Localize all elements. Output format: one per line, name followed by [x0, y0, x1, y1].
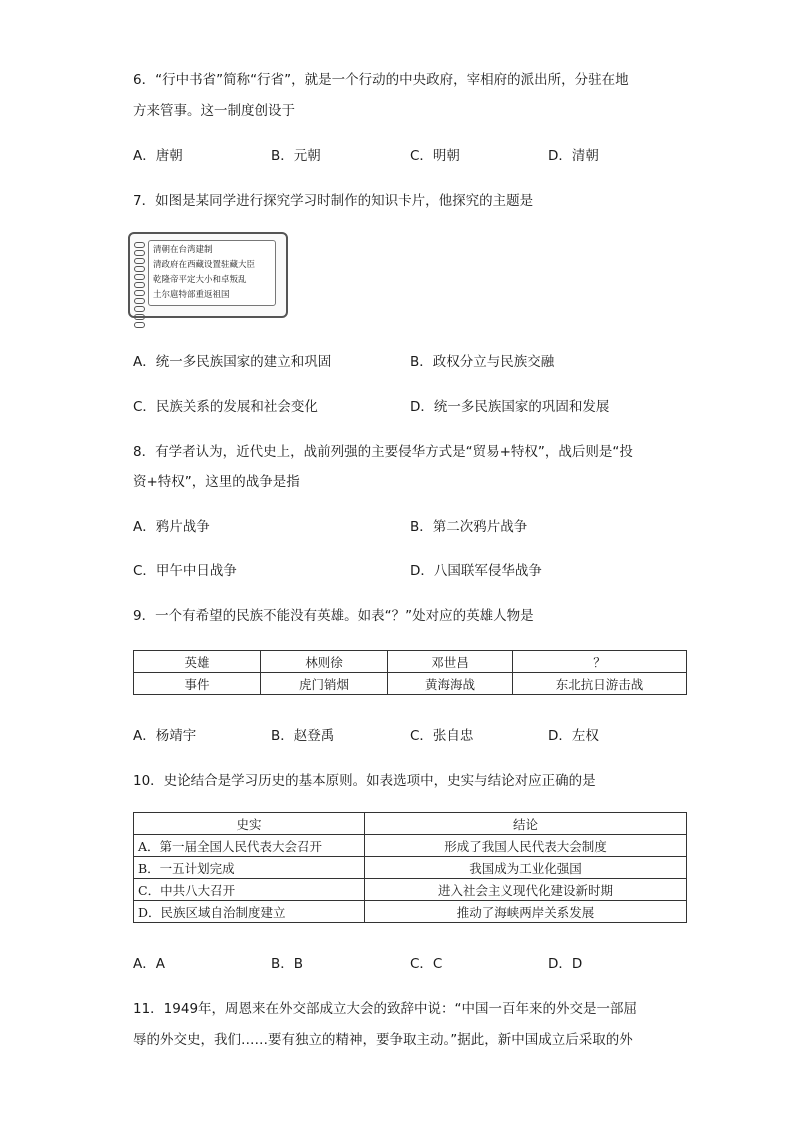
table-cell: 黄海海战	[388, 673, 513, 695]
q11-stem-line2: 辱的外交史，我们……要有独立的精神，要争取主动。”据此，新中国成立后采取的外	[133, 1032, 633, 1048]
table-cell: 形成了我国人民代表大会制度	[365, 835, 687, 857]
q7-option-d[interactable]: D．统一多民族国家的巩固和发展	[410, 399, 610, 415]
table-header-cell: 结论	[365, 813, 687, 835]
table-cell: D．民族区域自治制度建立	[134, 901, 365, 923]
q10-option-b[interactable]: B．B	[271, 956, 304, 972]
card-line: 清政府在西藏设置驻藏大臣	[153, 260, 256, 270]
q10-option-c[interactable]: C．C	[410, 956, 443, 972]
table-cell: 虎门销烟	[261, 673, 388, 695]
q9-stem: 9．一个有希望的民族不能没有英雄。如表“？”处对应的英雄人物是	[133, 608, 534, 624]
q7-option-a[interactable]: A．统一多民族国家的建立和巩固	[133, 354, 332, 370]
q6-stem-line1: 6．“行中书省”简称“行省”，就是一个行动的中央政府，宰相府的派出所，分驻在地	[133, 72, 629, 88]
q8-option-d[interactable]: D．八国联军侵华战争	[410, 563, 542, 579]
q11-stem-line1: 11．1949年，周恩来在外交部成立大会的致辞中说：“中国一百年来的外交是一部屈	[133, 1001, 638, 1017]
table-cell: 东北抗日游击战	[513, 673, 687, 695]
table-cell: C．中共八大召开	[134, 879, 365, 901]
q8-option-c[interactable]: C．甲午中日战争	[133, 563, 237, 579]
table-row	[134, 835, 687, 857]
q10-history-table	[133, 812, 687, 923]
table-row	[134, 651, 687, 673]
card-line: 清朝在台湾建制	[153, 245, 213, 255]
q6-option-c[interactable]: C．明朝	[410, 148, 460, 164]
q10-stem: 10．史论结合是学习历史的基本原则。如表选项中，史实与结论对应正确的是	[133, 773, 596, 789]
table-cell: 英雄	[134, 651, 261, 673]
q9-option-d[interactable]: D．左权	[548, 728, 599, 744]
card-line: 土尔扈特部重返祖国	[153, 290, 230, 300]
q10-option-a[interactable]: A．A	[133, 956, 165, 972]
q8-option-a[interactable]: A．鸦片战争	[133, 519, 210, 535]
table-row	[134, 813, 687, 835]
table-cell: 事件	[134, 673, 261, 695]
q6-option-d[interactable]: D．清朝	[548, 148, 599, 164]
q9-option-c[interactable]: C．张自忠	[410, 728, 474, 744]
table-row	[134, 857, 687, 879]
table-cell: 我国成为工业化强国	[365, 857, 687, 879]
table-cell: 进入社会主义现代化建设新时期	[365, 879, 687, 901]
q8-stem-line2: 资+特权”，这里的战争是指	[133, 474, 300, 490]
q6-stem-line2: 方来管事。这一制度创设于	[133, 103, 295, 119]
table-row	[134, 901, 687, 923]
notebook-spiral-icon	[134, 242, 146, 330]
q8-stem-line1: 8．有学者认为，近代史上，战前列强的主要侵华方式是“贸易+特权”，战后则是“投	[133, 444, 633, 460]
table-row	[134, 673, 687, 695]
card-content	[148, 240, 276, 306]
q7-option-c[interactable]: C．民族关系的发展和社会变化	[133, 399, 318, 415]
q7-option-b[interactable]: B．政权分立与民族交融	[410, 354, 555, 370]
q9-hero-table	[133, 650, 687, 695]
table-cell: ？	[513, 651, 687, 673]
q10-option-d[interactable]: D．D	[548, 956, 583, 972]
table-row	[134, 879, 687, 901]
q9-option-a[interactable]: A．杨靖宇	[133, 728, 197, 744]
table-header-cell: 史实	[134, 813, 365, 835]
q7-stem: 7．如图是某同学进行探究学习时制作的知识卡片，他探究的主题是	[133, 193, 534, 209]
card-line: 乾隆帝平定大小和卓叛乱	[153, 275, 247, 285]
table-cell: A．第一届全国人民代表大会召开	[134, 835, 365, 857]
table-cell: 推动了海峡两岸关系发展	[365, 901, 687, 923]
table-cell: 邓世昌	[388, 651, 513, 673]
q6-option-a[interactable]: A．唐朝	[133, 148, 183, 164]
knowledge-card-image	[128, 232, 288, 318]
q8-option-b[interactable]: B．第二次鸦片战争	[410, 519, 528, 535]
q9-option-b[interactable]: B．赵登禹	[271, 728, 335, 744]
q6-option-b[interactable]: B．元朝	[271, 148, 321, 164]
table-cell: B．一五计划完成	[134, 857, 365, 879]
table-cell: 林则徐	[261, 651, 388, 673]
